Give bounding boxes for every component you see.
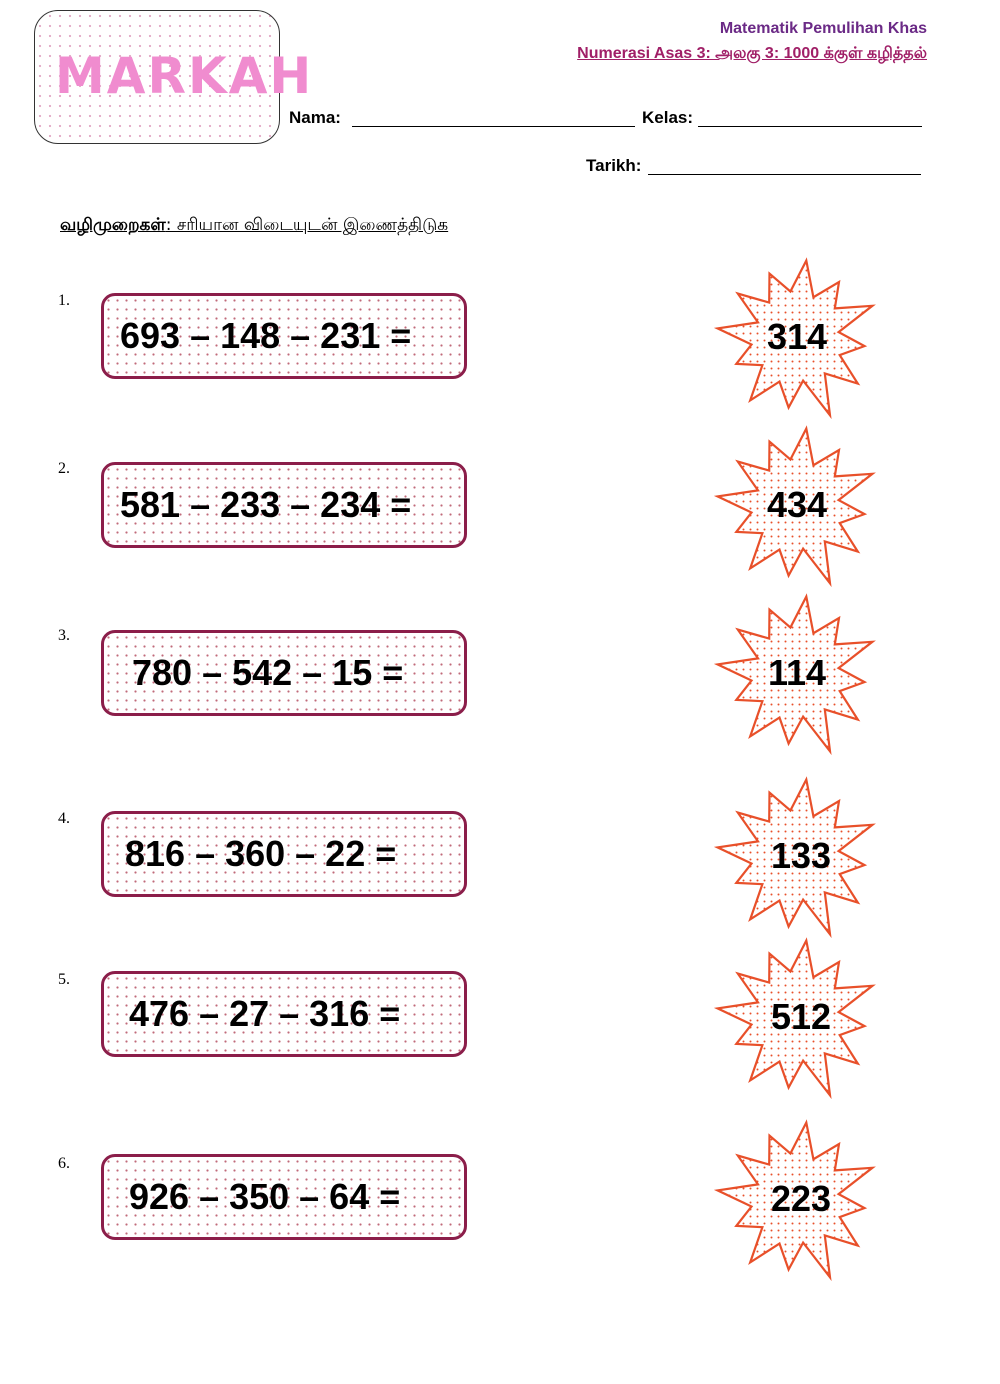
answer-value-1: 314 — [766, 316, 828, 357]
name-label: Nama: — [289, 108, 341, 127]
question-box-2[interactable] — [101, 462, 467, 548]
question-number-5: 5. — [58, 971, 70, 988]
question-expression-6: 926 – 350 – 64 = — [129, 1176, 401, 1217]
score-box — [34, 10, 314, 144]
answer-value-4: 133 — [770, 835, 832, 876]
question-expression-5: 476 – 27 – 316 = — [129, 993, 401, 1034]
answer-value-5: 512 — [770, 996, 832, 1037]
answer-burst-4[interactable] — [712, 772, 882, 942]
instructions-lead: வழிமுறைகள் — [60, 215, 166, 235]
date-label: Tarikh: — [586, 156, 642, 175]
question-number-6: 6. — [58, 1155, 70, 1172]
question-number-2: 2. — [58, 460, 70, 477]
answer-value-2: 434 — [766, 484, 828, 525]
question-expression-2: 581 – 233 – 234 = — [120, 484, 412, 525]
answer-burst-6[interactable] — [712, 1115, 882, 1285]
question-number-4: 4. — [58, 810, 70, 827]
question-number-3: 3. — [58, 627, 70, 644]
answer-burst-1[interactable] — [712, 253, 882, 423]
question-box-5[interactable] — [101, 971, 467, 1057]
subject-title: Matematik Pemulihan Khas — [719, 20, 927, 37]
instructions-text: : சரியான விடையுடன் இணைத்திடுக — [165, 215, 449, 235]
answer-burst-2[interactable] — [712, 421, 882, 591]
answer-burst-5[interactable] — [712, 933, 882, 1103]
question-number-1: 1. — [58, 292, 70, 309]
question-box-6[interactable] — [101, 1154, 467, 1240]
date-field[interactable] — [648, 174, 921, 175]
topic-title: Numerasi Asas 3: அலகு 3: 1000 க்குள் கழித்தல் — [577, 45, 927, 62]
class-field[interactable] — [698, 126, 922, 127]
question-expression-4: 816 – 360 – 22 = — [125, 833, 397, 874]
answer-value-6: 223 — [770, 1178, 832, 1219]
question-box-1[interactable] — [101, 293, 467, 379]
name-field[interactable] — [352, 126, 635, 127]
instructions — [60, 215, 448, 237]
question-box-4[interactable] — [101, 811, 467, 897]
question-expression-3: 780 – 542 – 15 = — [132, 652, 404, 693]
question-expression-1: 693 – 148 – 231 = — [120, 315, 412, 356]
class-label: Kelas: — [642, 108, 694, 127]
answer-burst-3[interactable] — [712, 589, 882, 759]
score-label: MARKAH — [55, 47, 314, 105]
answer-value-3: 114 — [767, 652, 827, 693]
question-box-3[interactable] — [101, 630, 467, 716]
